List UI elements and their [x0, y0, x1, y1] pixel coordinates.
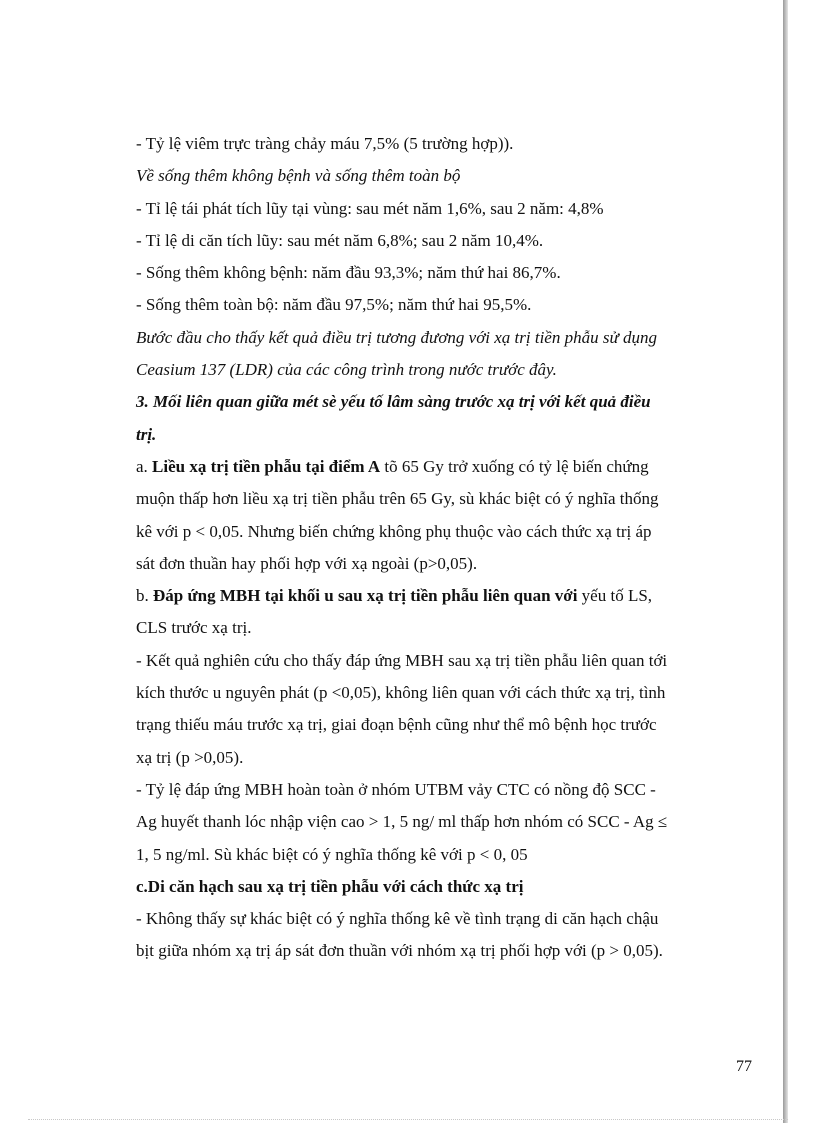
- item-b-line: b. Đáp ứng MBH tại khối u sau xạ trị tiền phẫu liên quan với yếu tố LS,: [136, 586, 653, 606]
- conclusion-italic-line: Bước đầu cho thấy kết quả điều trị tương đương với xạ trị tiền phẫu sử dụng: [136, 327, 657, 347]
- text-line: - Tỷ lệ viêm trực tràng chảy máu 7,5% (5 trường hợp)).: [136, 134, 514, 153]
- document-body: [136, 128, 756, 968]
- text-line: kê với p < 0,05. Nhưng biến chứng không phụ thuộc vào cách thức xạ trị áp: [136, 521, 652, 541]
- text-line: 1, 5 ng/ml. Sù khác biệt có ý nghĩa thống kê với p < 0, 05: [136, 844, 528, 864]
- section-3-heading: 3. Mối liên quan giữa mét sè yếu tố lâm sàng trước xạ trị với kết quả điều: [136, 392, 651, 412]
- text-line: - Sống thêm toàn bộ: năm đầu 97,5%; năm thứ hai 95,5%.: [136, 295, 532, 315]
- text-line: sát đơn thuần hay phối hợp với xạ ngoài (p>0,05).: [136, 553, 478, 573]
- text-line: muộn thấp hơn liều xạ trị tiền phẫu trên 65 Gy, sù khác biệt có ý nghĩa thống: [136, 489, 659, 509]
- item-a-line: a. Liều xạ trị tiền phẫu tại điểm A tõ 65 Gy trở xuống có tỷ lệ biến chứng: [136, 456, 649, 476]
- text-line: - Không thấy sự khác biệt có ý nghĩa thống kê về tình trạng di căn hạch chậu: [136, 909, 659, 929]
- section-3-heading-cont: trị.: [136, 424, 157, 444]
- text-line: kích thước u nguyên phát (p <0,05), không liên quan với cách thức xạ trị, tình: [136, 683, 666, 703]
- conclusion-italic-line: Ceasium 137 (LDR) của các công trình trong nước trước đây.: [136, 360, 557, 380]
- text-line: Ag huyết thanh lóc nhập viện cao > 1, 5 ng/ ml thấp hơn nhóm có SCC - Ag ≤: [136, 812, 668, 832]
- text-line: - Sống thêm không bệnh: năm đầu 93,3%; năm thứ hai 86,7%.: [136, 263, 561, 283]
- text-line: trạng thiếu máu trước xạ trị, giai đoạn bệnh cũng như thể mô bệnh học trước: [136, 715, 657, 735]
- text-line: xạ trị (p >0,05).: [136, 747, 244, 767]
- text-line: - Tỉ lệ tái phát tích lũy tại vùng: sau mét năm 1,6%, sau 2 năm: 4,8%: [136, 198, 604, 218]
- page-number: 77: [736, 1058, 752, 1075]
- page-shadow-right: [783, 0, 788, 1123]
- text-line: - Kết quả nghiên cứu cho thấy đáp ứng MBH sau xạ trị tiền phẫu liên quan tới: [136, 650, 668, 670]
- text-line: CLS trước xạ trị.: [136, 618, 252, 638]
- page-border-bottom: [28, 1119, 788, 1122]
- section-heading-italic: Về sống thêm không bệnh và sống thêm toàn bộ: [136, 166, 461, 186]
- text-line: - Tỉ lệ di căn tích lũy: sau mét năm 6,8%; sau 2 năm 10,4%.: [136, 230, 544, 250]
- item-c-heading: c.Di căn hạch sau xạ trị tiền phẫu với cách thức xạ trị: [136, 876, 524, 896]
- text-line: - Tỷ lệ đáp ứng MBH hoàn toàn ở nhóm UTBM vảy CTC có nồng độ SCC -: [136, 779, 656, 799]
- text-line: bịt giữa nhóm xạ trị áp sát đơn thuần với nhóm xạ trị phối hợp với (p > 0,05).: [136, 941, 663, 961]
